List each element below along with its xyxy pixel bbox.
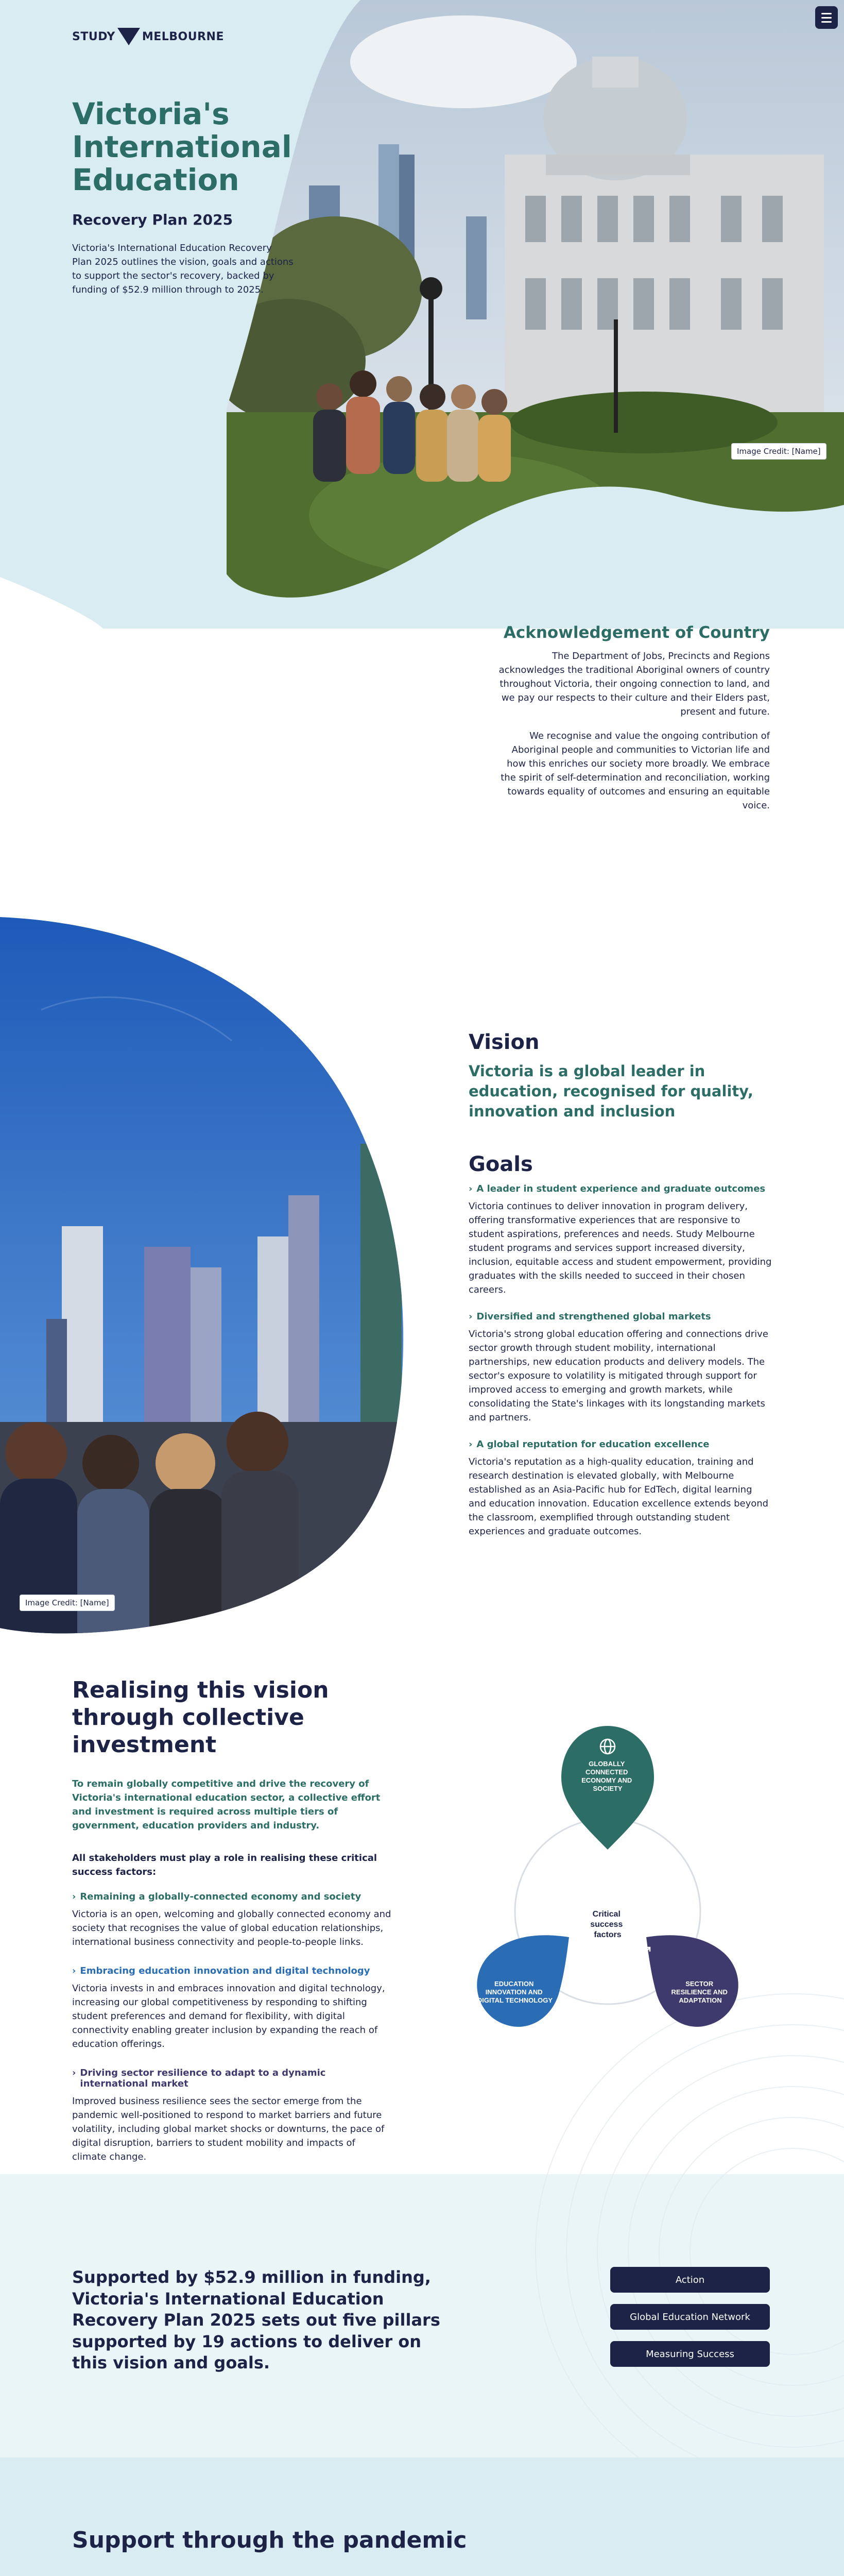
investment-lead: To remain globally competitive and drive the recovery of Victoria's international education sector, a collective effort and investment is required across multiple tiers of government, education providers and industry.	[72, 1778, 381, 1832]
pandemic-heading: Support through the pandemic	[72, 2527, 467, 2553]
vision-image-credit: Image Credit: [Name]	[20, 1595, 115, 1611]
acknowledgement-paragraph-1: The Department of Jobs, Precincts and Regions acknowledges the traditional Aboriginal owners of country throughout Victoria, their ongoing connection to land, and we pay our respects to their culture and their Elders past, present and future.	[498, 651, 770, 717]
vision-heading: Vision	[469, 1030, 540, 1054]
factor-body: Victoria invests in and embraces innovation and digital technology, increasing our global competitiveness by responding to shifting student preferences and demand for flexibility, with digital connectivity enabling greater inclusion by expanding the reach of education offerings.	[72, 1983, 385, 2050]
arrow-right-icon: ›	[469, 1183, 473, 1195]
hero-photo	[211, 0, 844, 629]
action-button[interactable]: Action	[610, 2267, 770, 2293]
hero-intro: Victoria's International Education Recovery Plan 2025 outlines the vision, goals and actions to support the sector's recovery, backed by funding of $52.9 million through to 2025.	[72, 243, 294, 295]
logo-text-study: STUDY	[72, 30, 115, 43]
goal-body: Victoria's reputation as a high-quality education, training and research destination is elevated globally, with Melbourne established as an Asia-Pacific hub for EdTech, digital learning and education innovation. Education excellence extends beyond the classroom, exemplified through outstanding student experiences and graduate outcomes.	[469, 1456, 769, 1537]
acknowledgement-block	[494, 623, 770, 823]
trend-arrow-icon	[629, 1947, 650, 1960]
measuring-success-button[interactable]: Measuring Success	[610, 2341, 770, 2367]
diagram-top-label-line-1: GLOBALLY	[589, 1760, 625, 1768]
success-factor	[72, 1891, 391, 1949]
funding-summary: Supported by $52.9 million in funding, Victoria's International Education Recovery Plan 2025 sets out five pillars supported by 19 actions to deliver on this vision and goals.	[72, 2267, 440, 2373]
svg-text:GLOBALLY CONNECTED: GLOBALLY CONNECTED ECONOMY AND SOCIETY	[581, 1760, 632, 1792]
menu-button[interactable]	[815, 6, 838, 29]
factor-body: Victoria is an open, welcoming and globally connected economy and society that recognises the value of global education relationships, international business connectivity and people-to-people links.	[72, 1909, 391, 1948]
logo-triangle-icon	[117, 28, 140, 45]
pandemic-section	[0, 2458, 844, 2576]
goal-item	[469, 1439, 772, 1538]
investment-text	[72, 1677, 391, 2180]
goal-title: A global reputation for education excellence	[476, 1439, 710, 1450]
arrow-right-icon: ›	[469, 1439, 473, 1450]
arrow-right-icon: ›	[469, 1311, 473, 1323]
success-factor	[72, 2067, 391, 2164]
goal-body: Victoria continues to deliver innovation in program delivery, offering transformative experiences that are responsive to student aspirations, preferences and needs. Study Melbourne student programs and services support increased diversity, inclusion, equitable access and student empowerment, providing graduates with the skills needed to succeed in their chosen careers.	[469, 1201, 772, 1296]
page-title: Victoria's International Education	[72, 96, 292, 197]
diagram-right-label: SECTOR	[685, 1980, 714, 1988]
success-factor	[72, 1965, 391, 2051]
svg-text:EDUCATION INNOVATION A: EDUCATION INNOVATION AND DIGITAL TECHNOLOGY	[477, 1980, 553, 2004]
laptop-icon	[570, 1950, 589, 1962]
factor-title: Driving sector resilience to adapt to a dynamic international market	[80, 2067, 326, 2090]
vision-photo	[0, 907, 422, 1659]
pillar-buttons	[610, 2267, 770, 2367]
arrow-right-icon: ›	[72, 1891, 76, 1903]
diagram-center-label: Critical	[592, 1910, 621, 1919]
factor-body: Improved business resilience sees the sector emerge from the pandemic well-positioned to respond to market barriers and future volatility, including global market shocks or downturns, the pace of digital disruption, barriers to student mobility and impacts of climate change.	[72, 2096, 385, 2163]
investment-intro: All stakeholders must play a role in realising these critical success factors:	[72, 1853, 377, 1878]
acknowledgement-heading: Acknowledgement of Country	[503, 623, 770, 642]
goal-title: Diversified and strengthened global markets	[476, 1311, 711, 1323]
goal-item	[469, 1183, 772, 1297]
investment-section	[0, 1659, 844, 2458]
goal-item	[469, 1311, 772, 1425]
global-education-network-button[interactable]: Global Education Network	[610, 2304, 770, 2330]
arrow-right-icon: ›	[72, 1965, 76, 1977]
vision-section	[0, 907, 844, 1659]
success-factors-diagram	[443, 1690, 772, 2050]
hero-subtitle: Recovery Plan 2025	[72, 211, 233, 228]
hero-section	[0, 0, 844, 811]
pandemic-rings	[0, 2458, 844, 2576]
vision-block	[469, 1030, 772, 1553]
factor-title: Embracing education innovation and digital technology	[80, 1965, 370, 1977]
diagram-left-label: EDUCATION	[494, 1980, 534, 1988]
goal-title: A leader in student experience and graduate outcomes	[476, 1183, 766, 1195]
goal-body: Victoria's strong global education offering and connections drive sector growth through student mobility, international partnerships, new education products and delivery models. The sector's exposure to volatility is mitigated through support for improved access to emerging and growth markets, while consolidating the State's linkages with its longstanding markets and partners.	[469, 1329, 768, 1423]
vision-statement: Victoria is a global leader in education, recognised for quality, innovation and inclusion	[469, 1062, 753, 1121]
goals-heading: Goals	[469, 1153, 533, 1177]
svg-text:SECTOR RESILIENCE AND: SECTOR RESILIENCE AND ADAPTATION	[671, 1980, 728, 2004]
investment-heading: Realising this vision through collective investment	[72, 1677, 329, 1758]
header-logo[interactable]	[72, 28, 224, 45]
factor-title: Remaining a globally-connected economy and society	[80, 1891, 361, 1903]
hero-image-credit: Image Credit: [Name]	[731, 443, 826, 460]
arrow-right-icon: ›	[72, 2067, 76, 2079]
logo-text-melbourne: MELBOURNE	[142, 30, 224, 43]
hamburger-icon	[821, 13, 832, 14]
acknowledgement-paragraph-2: We recognise and value the ongoing contribution of Aboriginal people and communities to Victorian life and how this enriches our society more broadly. We embrace the spirit of self-determination and reconciliation, working towards equality of outcomes and ensuring an equitable voice.	[501, 731, 770, 811]
svg-text:Critical success: Critical success factors	[590, 1910, 623, 1939]
